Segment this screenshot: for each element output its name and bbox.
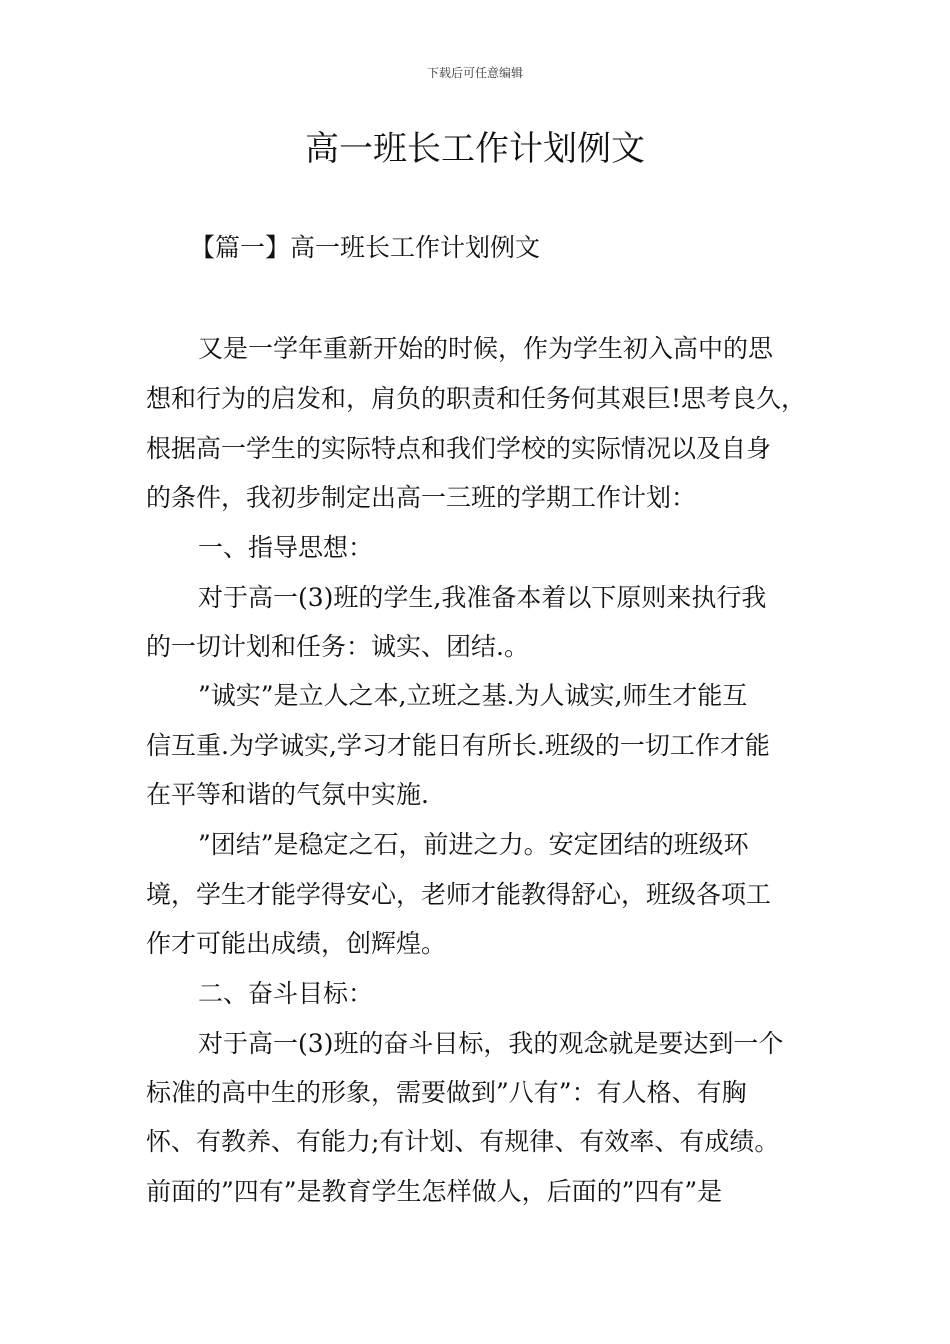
body-line: ”团结”是稳定之石，前进之力。安定团结的班级环 (198, 830, 749, 859)
body-line: 想和行为的启发和，肩负的职责和任务何其艰巨!思考良久， (146, 384, 807, 413)
section-heading: 【篇一】高一班长工作计划例文 (190, 233, 541, 262)
body-line: 对于高一(3)班的奋斗目标，我的观念就是要达到一个 (198, 1029, 784, 1058)
document-title: 高一班长工作计划例文 (305, 129, 645, 169)
body-line: 标准的高中生的形象，需要做到”八有”：有人格、有胸 (146, 1078, 747, 1107)
body-line: 在平等和谐的气氛中实施. (146, 780, 429, 809)
body-line: 境，学生才能学得安心，老师才能教得舒心，班级各项工 (146, 880, 772, 909)
body-line: 的条件，我初步制定出高一三班的学期工作计划： (146, 483, 697, 512)
body-line: 怀、有教养、有能力;有计划、有规律、有效率、有成绩。 (146, 1127, 780, 1156)
body-line: 的一切计划和任务：诚实、团结.。 (146, 632, 529, 661)
body-line: 根据高一学生的实际特点和我们学校的实际情况以及自身 (146, 434, 772, 463)
body-line: 又是一学年重新开始的时候，作为学生初入高中的思 (198, 334, 774, 363)
body-line: 一、指导思想： (198, 533, 374, 562)
body-line: 对于高一(3)班的学生,我准备本着以下原则来执行我 (198, 583, 767, 612)
header-note: 下载后可任意编辑 (426, 66, 523, 80)
body-line: 二、奋斗目标： (198, 979, 374, 1008)
body-line: 作才可能出成绩，创辉煌。 (146, 929, 447, 958)
body-line: ”诚实”是立人之本,立班之基.为人诚实,师生才能互 (198, 681, 748, 710)
body-line: 前面的”四有”是教育学生怎样做人，后面的”四有”是 (146, 1177, 723, 1206)
body-line: 信互重.为学诚实,学习才能日有所长.班级的一切工作才能 (146, 731, 770, 760)
